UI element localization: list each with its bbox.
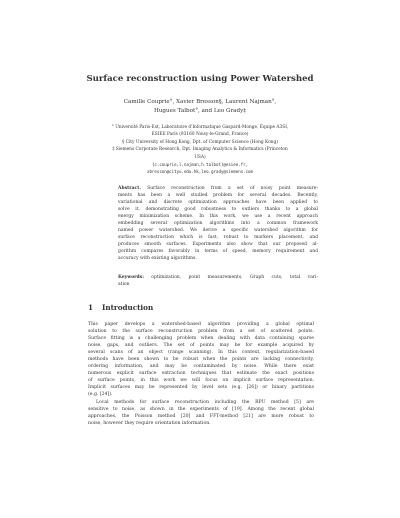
keywords-line: ation <box>118 282 130 287</box>
body-line: This paper develops a watershed-based algorithm providing a global optimal <box>88 322 314 327</box>
author-list <box>0 98 400 116</box>
body-line: sensitive to noise, as shown in the experiments of [19]. Among the recent global <box>88 406 314 412</box>
abstract-line: solve it, demonstrating good robustness to outliers thanks to a global <box>118 207 318 213</box>
section-title: Introduction <box>102 303 154 312</box>
abstract-line: surface reconstruction which is fast, robust to markers placement, and <box>118 235 318 241</box>
abstract-line: gorithm compares favorably in terms of speed, memory requirement and <box>118 249 318 255</box>
abstract-line: named power watershed. We derive a specific watershed algorithm for <box>118 228 318 234</box>
abstract-line: produces smooth surfaces. Experiments also show that our proposed al- <box>118 242 318 248</box>
body-text <box>88 321 314 427</box>
body-line: (e.g. [24]). <box>88 392 113 398</box>
affiliation-line: ° Université Paris-Est, Laboratoire d'Informatique Gaspard-Monge, Équipe A3SI, <box>111 125 289 130</box>
abstract <box>118 185 318 263</box>
body-line: approaches, the Poisson method [20] and FFT-method [21] are more robust to <box>88 413 314 419</box>
body-line: noise, gaps, and outliers. The set of points may be for example acquired by <box>88 343 314 349</box>
paragraph <box>88 321 314 399</box>
body-line: Surface fitting is a challenging problem when dealing with data containing sparse <box>88 336 314 342</box>
abstract-line: embedding several optimization algorithms into a common framework <box>118 221 318 227</box>
paragraph <box>88 399 314 427</box>
section-number: 1 <box>88 303 94 312</box>
affiliation-line: ESIEE Paris (93160 Noisy-le-Grand, France) <box>151 132 249 138</box>
paper-title: Surface reconstruction using Power Watershed <box>86 74 314 84</box>
abstract-label: Abstract. <box>118 186 141 191</box>
body-line: numerous explicit surface extraction techniques that estimate the exact positions <box>88 371 314 377</box>
abstract-line: Surface reconstruction from a set of noisy point measure- <box>147 186 318 191</box>
body-line: Implicit surfaces may be represented by level sets (e.g. [26]) or binary partitions <box>88 385 314 391</box>
email-line: {c.couprie,l.najman,h.talbot}@esiee.fr, <box>151 162 249 168</box>
keywords <box>118 274 318 288</box>
body-line: several scans of an object (range scanning). In this context, regularization-based <box>88 350 314 356</box>
abstract-line: ments has been a well studied problem for several decades. Recently, <box>118 193 318 199</box>
keywords-line: optimization, point measurements, Graph cuts, total vari- <box>151 275 318 280</box>
email-line: xbresson@cityu.edu.hk,leo.grady@siemens.com <box>147 169 253 175</box>
author-line: Camille Couprie°, Xavier Bresson§, Laurent Najman°, <box>123 99 277 105</box>
abstract-line: energy minimization scheme. In this work, we use a recent approach <box>118 214 318 220</box>
author-line: Hugues Talbot°, and Leo Grady‡ <box>153 108 247 114</box>
abstract-line: accuracy with existing algorithms. <box>118 256 197 262</box>
abstract-line: variational and discrete optimization approaches have been applied to <box>118 200 318 206</box>
body-line: of surface points, in this work we will focus on implicit surface representation. <box>88 378 314 384</box>
body-line: noise, however they require orientation information. <box>88 420 211 426</box>
body-line: Local methods for surface reconstruction including the RPU method [5] are <box>96 399 314 405</box>
section-heading <box>88 303 153 312</box>
affiliation-line: § City University of Hong Kong, Dpt. of Computer Science (Hong Kong) <box>122 139 278 145</box>
keywords-label: Keywords: <box>118 275 144 280</box>
affiliations <box>0 124 400 176</box>
affiliation-line: ‡ Siemens Corporate Research, Dpt. Imaging Analytics & Informatics (Princeton <box>112 147 288 153</box>
affiliation-line: USA) <box>194 154 206 160</box>
body-line: methods have been shown to be robust when the points are lacking connectivity, <box>88 357 314 363</box>
body-line: solution to the surface reconstruction problem from a set of scattered points. <box>88 329 314 335</box>
body-line: ordering information, and may be contaminated by noise. While there exist <box>88 364 314 370</box>
